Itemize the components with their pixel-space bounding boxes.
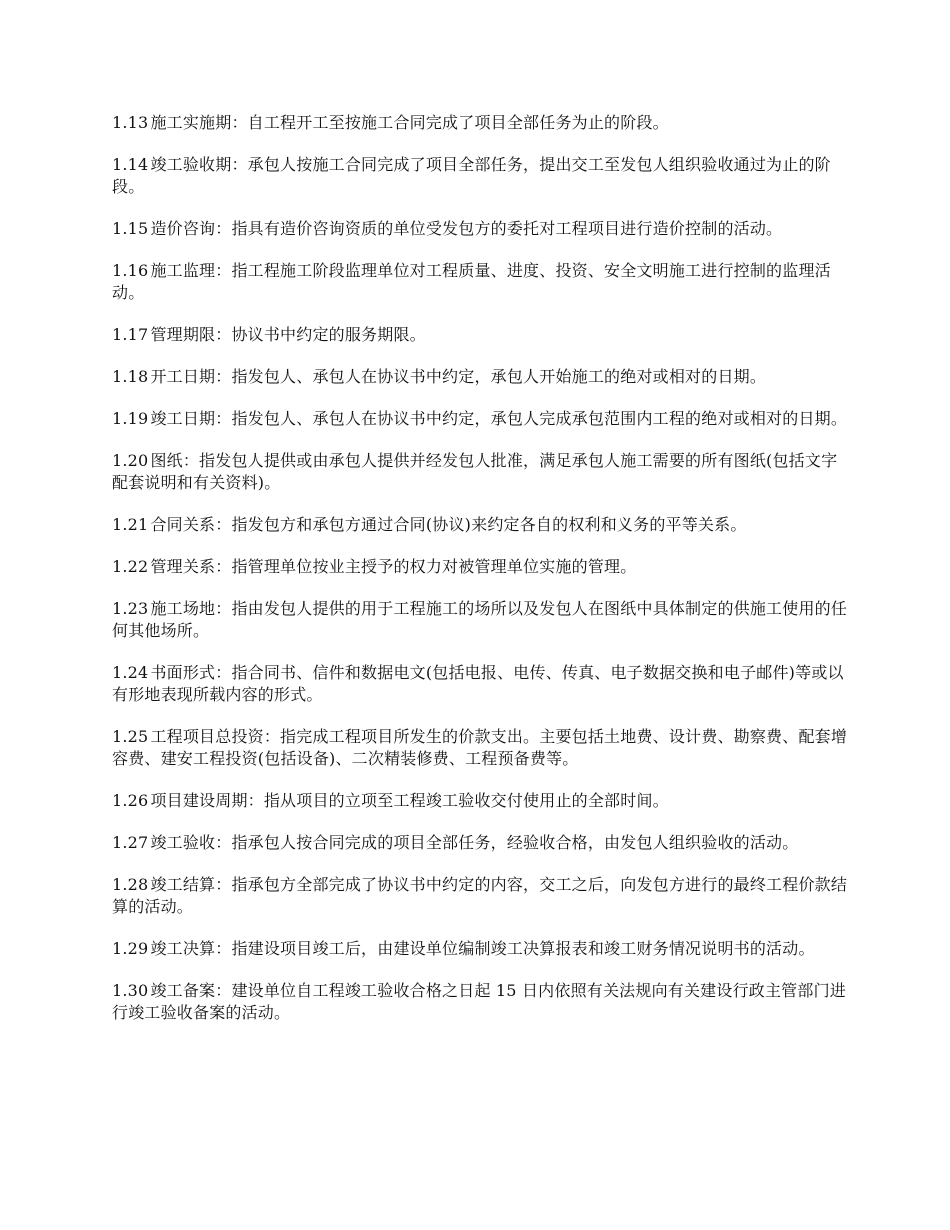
clause-text: 施工监理：指工程施工阶段监理单位对工程质量、进度、投资、安全文明施工进行控制的监理活动。	[112, 261, 831, 302]
clause-number: 1.20	[112, 451, 149, 470]
clause-1-25	[112, 726, 852, 770]
clause-number: 1.24	[112, 663, 149, 682]
clause-1-14	[112, 154, 852, 198]
clause-text: 管理关系：指管理单位按业主授予的权力对被管理单位实施的管理。	[150, 557, 637, 576]
clause-number: 1.26	[112, 791, 149, 810]
clause-number: 1.28	[112, 875, 149, 894]
clause-number: 1.25	[112, 727, 149, 746]
clause-1-19	[112, 408, 852, 430]
clause-text: 书面形式：指合同书、信件和数据电文(包括电报、电传、传真、电子数据交换和电子邮件)等或以有形地表现所载内容的形式。	[112, 663, 844, 704]
clause-1-13	[112, 112, 852, 134]
clause-number: 1.18	[112, 367, 149, 386]
clause-1-24	[112, 662, 852, 706]
clause-text: 管理期限：协议书中约定的服务期限。	[150, 325, 426, 344]
clause-text: 竣工验收：指承包人按合同完成的项目全部任务，经验收合格，由发包人组织验收的活动。	[150, 833, 799, 852]
clause-number: 1.30	[112, 981, 149, 1000]
clause-text: 竣工决算：指建设项目竣工后，由建设单位编制竣工决算报表和竣工财务情况说明书的活动。	[150, 939, 815, 958]
clause-1-28	[112, 874, 852, 918]
clause-text: 造价咨询：指具有造价咨询资质的单位受发包方的委托对工程项目进行造价控制的活动。	[150, 219, 783, 238]
clause-text: 图纸：指发包人提供或由承包人提供并经发包人批准，满足承包人施工需要的所有图纸(包括文字配套说明和有关资料)。	[112, 451, 838, 492]
clause-number: 1.16	[112, 261, 149, 280]
clause-number: 1.29	[112, 939, 149, 958]
clause-number: 1.17	[112, 325, 149, 344]
clause-text: 竣工备案：建设单位自工程竣工验收合格之日起 15 日内依照有关法规向有关建设行政主管部门进行竣工验收备案的活动。	[112, 981, 846, 1022]
clause-1-26	[112, 790, 852, 812]
clause-number: 1.15	[112, 219, 149, 238]
clause-list	[112, 112, 852, 1044]
clause-text: 竣工日期：指发包人、承包人在协议书中约定，承包人完成承包范围内工程的绝对或相对的日期。	[150, 409, 848, 428]
clause-text: 竣工验收期：承包人按施工合同完成了项目全部任务，提出交工至发包人组织验收通过为止的阶段。	[112, 155, 831, 196]
clause-text: 施工场地：指由发包人提供的用于工程施工的场所以及发包人在图纸中具体制定的供施工使用的任何其他场所。	[112, 599, 848, 640]
clause-number: 1.14	[112, 155, 149, 174]
clause-number: 1.23	[112, 599, 149, 618]
clause-1-17	[112, 324, 852, 346]
clause-1-20	[112, 450, 852, 494]
clause-number: 1.22	[112, 557, 149, 576]
clause-number: 1.21	[112, 515, 149, 534]
clause-1-21	[112, 514, 852, 536]
clause-number: 1.19	[112, 409, 149, 428]
clause-text: 施工实施期：自工程开工至按施工合同完成了项目全部任务为止的阶段。	[150, 113, 669, 132]
clause-1-22	[112, 556, 852, 578]
clause-1-29	[112, 938, 852, 960]
clause-number: 1.27	[112, 833, 149, 852]
clause-1-18	[112, 366, 852, 388]
clause-1-23	[112, 598, 852, 642]
clause-1-27	[112, 832, 852, 854]
clause-text: 开工日期：指发包人、承包人在协议书中约定，承包人开始施工的绝对或相对的日期。	[150, 367, 767, 386]
clause-text: 竣工结算：指承包方全部完成了协议书中约定的内容，交工之后，向发包方进行的最终工程价款结算的活动。	[112, 875, 848, 916]
clause-1-15	[112, 218, 852, 240]
clause-number: 1.13	[112, 113, 149, 132]
clause-1-16	[112, 260, 852, 304]
clause-1-30	[112, 980, 852, 1024]
clause-text: 合同关系：指发包方和承包方通过合同(协议)来约定各自的权利和义务的平等关系。	[150, 515, 747, 534]
clause-text: 工程项目总投资：指完成工程项目所发生的价款支出。主要包括土地费、设计费、勘察费、配套增容费、建安工程投资(包括设备)、二次精装修费、工程预备费等。	[112, 727, 848, 768]
clause-text: 项目建设周期：指从项目的立项至工程竣工验收交付使用止的全部时间。	[150, 791, 669, 810]
